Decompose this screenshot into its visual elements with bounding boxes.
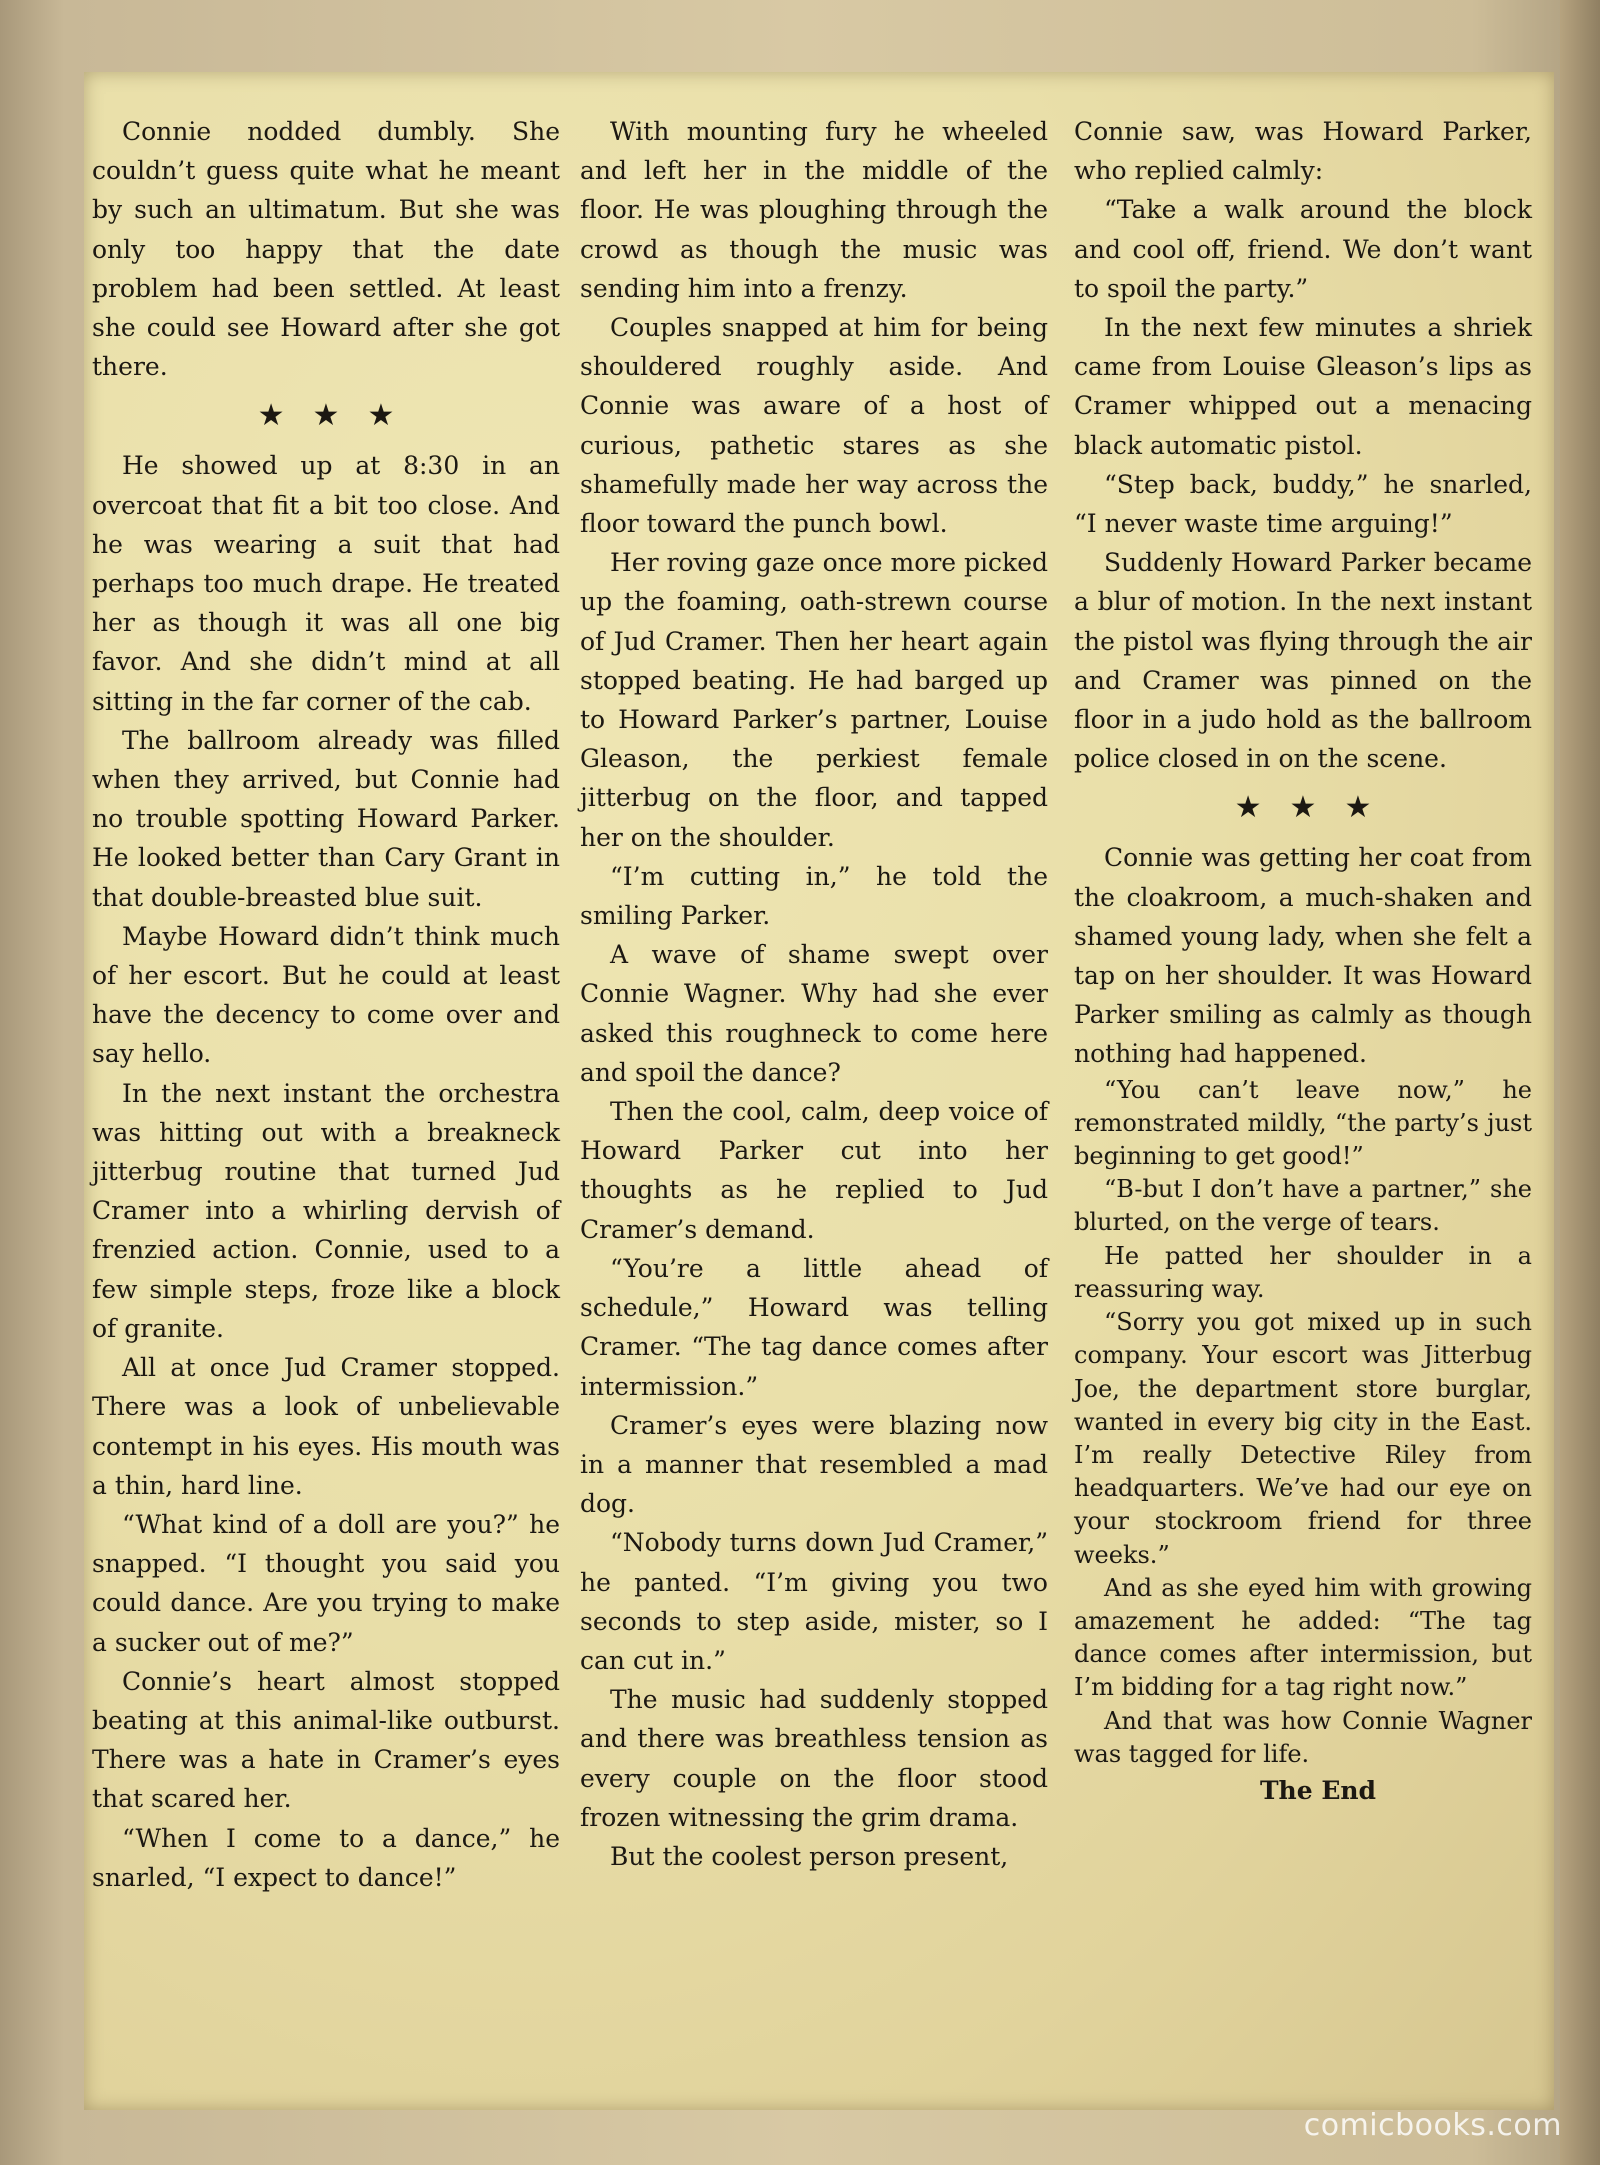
story-paragraph: “I’m cutting in,” he told the smiling Parker. — [580, 861, 1048, 931]
story-paragraph: But the coolest person present, — [610, 1841, 1009, 1871]
story-paragraph: The ballroom already was filled when they arrived, but Connie had no trouble spotting Howard Parker. He looked better than Cary Grant in that double-breasted blue suit. — [92, 725, 560, 912]
story-paragraph: “Take a walk around the block and cool off, friend. We don’t want to spoil the party.” — [1074, 195, 1532, 303]
story-paragraph: “B-but I don’t have a partner,” she blurted, on the verge of tears. — [1074, 1175, 1532, 1237]
watermark: comicbooks.com — [1303, 2108, 1562, 2143]
story-paragraph: “Sorry you got mixed up in such company. Your escort was Jitterbug Joe, the department store burglar, wanted in every big city in the East. I’m really Detective Riley from headquarters. We’ve had our eye on your stockroom friend for three weeks.” — [1074, 1308, 1532, 1569]
book-spine-edge — [1560, 0, 1600, 2165]
story-paragraph: “Step back, buddy,” he snarled, “I never waste time arguing!” — [1074, 469, 1532, 539]
story-paragraph: Cramer’s eyes were blazing now in a manner that resembled a mad dog. — [580, 1410, 1048, 1519]
story-paragraph: Couples snapped at him for being shouldered roughly aside. And Connie was aware of a host of curious, pathetic stares as she shamefully made her way across the floor toward the punch bowl. — [580, 313, 1048, 539]
story-paragraph: “What kind of a doll are you?” he snapped. “I thought you said you could dance. Are you trying to make a sucker out of me?” — [92, 1509, 560, 1657]
story-paragraph: Connie’s heart almost stopped beating at this animal-like outburst. There was a hate in Cramer’s eyes that scared her. — [92, 1666, 560, 1814]
story-paragraph: Connie nodded dumbly. She couldn’t guess quite what he meant by such an ultimatum. But she was only too happy that the date problem had been settled. At least she could see Howard after she got there. — [92, 117, 560, 382]
story-paragraph: Connie saw, was Howard Parker, who replied calmly: — [1074, 117, 1532, 186]
story-paragraph: “You’re a little ahead of schedule,” Howard was telling Cramer. “The tag dance comes after intermission.” — [580, 1253, 1048, 1401]
section-break-stars: ★★★ — [1234, 790, 1400, 826]
text-column-2 — [580, 112, 1048, 1876]
story-paragraph: “When I come to a dance,” he snarled, “I expect to dance!” — [92, 1823, 560, 1892]
story-paragraph: He showed up at 8:30 in an overcoat that fit a bit too close. And he was wearing a suit that had perhaps too much drape. He treated her as though it was all one big favor. And she didn’t mind at all sitting in the far corner of the cab. — [92, 451, 560, 716]
story-paragraph: Her roving gaze once more picked up the foaming, oath-strewn course of Jud Cramer. Then her heart again stopped beating. He had barged up to Howard Parker’s partner, Louise Gleason, the perkiest female jitterbug on the floor, and tapped her on the shoulder. — [580, 548, 1048, 852]
story-paragraph: All at once Jud Cramer stopped. There was a look of unbelievable contempt in his eyes. His mouth was a thin, hard line. — [92, 1353, 560, 1500]
story-paragraph: The music had suddenly stopped and there was breathless tension as every couple on the floor stood frozen witnessing the grim drama. — [580, 1685, 1048, 1832]
story-paragraph: And that was how Connie Wagner was tagged for life. — [1074, 1706, 1532, 1768]
story-paragraph: With mounting fury he wheeled and left her in the middle of the floor. He was ploughing through the crowd as though the music was sending him into a frenzy. — [580, 117, 1048, 303]
story-paragraph: In the next instant the orchestra was hitting out with a breakneck jitterbug routine that turned Jud Cramer into a whirling dervish of frenzied action. Connie, used to a few simple steps, froze like a block of granite. — [92, 1078, 560, 1343]
story-paragraph: “Nobody turns down Jud Cramer,” he panted. “I’m giving you two seconds to step aside, mister, so I can cut in.” — [580, 1528, 1048, 1675]
story-paragraph: Then the cool, calm, deep voice of Howard Parker cut into her thoughts as he replied to Jud Cramer’s demand. — [580, 1097, 1048, 1244]
text-column-3 — [1074, 112, 1532, 1810]
story-paragraph: Suddenly Howard Parker became a blur of motion. In the next instant the pistol was flying through the air and Cramer was pinned on the floor in a judo hold as the ballroom police closed in on the scene. — [1074, 548, 1532, 774]
story-paragraph: In the next few minutes a shriek came from Louise Gleason’s lips as Cramer whipped out a menacing black automatic pistol. — [1074, 313, 1532, 460]
section-break-stars: ★★★ — [257, 398, 423, 434]
story-paragraph: And as she eyed him with growing amazement he added: “The tag dance comes after intermission, but I’m bidding for a tag right now.” — [1074, 1573, 1532, 1702]
story-paragraph: Connie was getting her coat from the cloakroom, a much-shaken and shamed young lady, when she felt a tap on her shoulder. It was Howard Parker smiling as calmly as though nothing had happened. — [1074, 843, 1532, 1069]
the-end-label: The End — [1259, 1775, 1377, 1805]
story-paragraph: He patted her shoulder in a reassuring way. — [1074, 1241, 1532, 1303]
story-paragraph: A wave of shame swept over Connie Wagner. Why had she ever asked this roughneck to come here and spoil the dance? — [580, 940, 1048, 1087]
story-paragraph: “You can’t leave now,” he remonstrated mildly, “the party’s just beginning to get good!” — [1074, 1075, 1532, 1171]
story-paragraph: Maybe Howard didn’t think much of her escort. But he could at least have the decency to come over and say hello. — [92, 921, 560, 1069]
text-column-1 — [92, 112, 560, 1897]
